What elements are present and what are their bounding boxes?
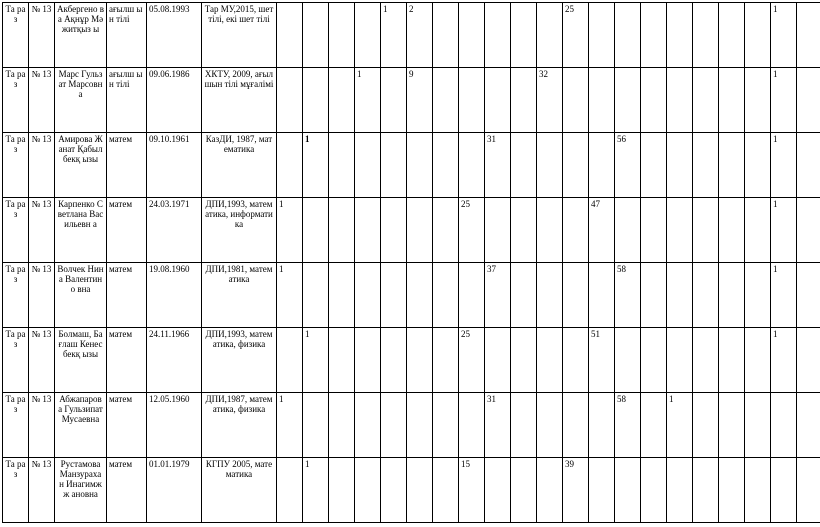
value-cell: 1: [771, 263, 797, 328]
value-cell: [797, 458, 820, 523]
value-cell: [771, 393, 797, 458]
birth-date-cell: 09.06.1986: [147, 68, 202, 133]
value-cell: [407, 393, 433, 458]
value-cell: [589, 3, 615, 68]
value-cell: 1: [667, 393, 693, 458]
value-cell: [797, 3, 820, 68]
value-cell: [329, 68, 355, 133]
table-row: [3, 133, 820, 198]
value-cell: [641, 3, 667, 68]
birth-date-cell: 05.08.1993: [147, 3, 202, 68]
value-cell: [355, 458, 381, 523]
value-cell: [537, 198, 563, 263]
value-cell: [329, 393, 355, 458]
value-cell: [563, 133, 589, 198]
table-body: [3, 3, 820, 523]
birth-date-cell: 09.10.1961: [147, 133, 202, 198]
education-cell: ХКТУ, 2009, ағылшын тілі мұғалімі: [202, 68, 277, 133]
table-row: [3, 3, 820, 68]
value-cell: [667, 68, 693, 133]
value-cell: [719, 263, 745, 328]
value-cell: [355, 198, 381, 263]
value-cell: [303, 68, 329, 133]
value-cell: 1: [277, 393, 303, 458]
value-cell: [641, 458, 667, 523]
value-cell: 39: [563, 458, 589, 523]
value-cell: [589, 68, 615, 133]
birth-date-cell: 19.08.1960: [147, 263, 202, 328]
value-cell: 1: [303, 328, 329, 393]
birth-date-cell: 24.11.1966: [147, 328, 202, 393]
value-cell: [615, 68, 641, 133]
value-cell: [511, 263, 537, 328]
value-cell: [277, 458, 303, 523]
value-cell: [719, 458, 745, 523]
value-cell: [745, 458, 771, 523]
value-cell: [615, 328, 641, 393]
education-cell: ДПИ,1987, математика, физика: [202, 393, 277, 458]
teacher-table: [2, 2, 820, 523]
education-cell: КазДИ, 1987, математика: [202, 133, 277, 198]
value-cell: [511, 68, 537, 133]
value-cell: 1: [771, 133, 797, 198]
value-cell: 25: [459, 328, 485, 393]
value-cell: [485, 68, 511, 133]
education-cell: Тар МУ,2015, шет тілі, екі шет тілі: [202, 3, 277, 68]
value-cell: [303, 3, 329, 68]
value-cell: [407, 198, 433, 263]
value-cell: [355, 263, 381, 328]
name-cell: Рустамова Манзураха н Инагимжж ановна: [55, 458, 107, 523]
value-cell: [667, 458, 693, 523]
value-cell: 9: [407, 68, 433, 133]
subject-cell: матем: [107, 393, 147, 458]
value-cell: [329, 328, 355, 393]
value-cell: [459, 393, 485, 458]
value-cell: [693, 263, 719, 328]
value-cell: [693, 393, 719, 458]
value-cell: [693, 198, 719, 263]
value-cell: [719, 328, 745, 393]
value-cell: [719, 68, 745, 133]
value-cell: [563, 68, 589, 133]
value-cell: [745, 3, 771, 68]
value-cell: [355, 133, 381, 198]
value-cell: [641, 133, 667, 198]
school-cell: № 13: [29, 68, 55, 133]
value-cell: 1: [277, 263, 303, 328]
value-cell: [355, 3, 381, 68]
value-cell: 58: [615, 393, 641, 458]
name-cell: Болмаш, Бағлаш Кенесбекқ ызы: [55, 328, 107, 393]
value-cell: 56: [615, 133, 641, 198]
value-cell: [459, 68, 485, 133]
value-cell: [693, 328, 719, 393]
value-cell: [381, 328, 407, 393]
value-cell: [615, 198, 641, 263]
value-cell: [459, 133, 485, 198]
value-cell: [563, 328, 589, 393]
value-cell: [667, 3, 693, 68]
table-row: [3, 68, 820, 133]
subject-cell: матем: [107, 263, 147, 328]
city-cell: Та раз: [3, 393, 29, 458]
value-cell: [381, 133, 407, 198]
value-cell: [745, 68, 771, 133]
value-cell: [693, 3, 719, 68]
value-cell: [329, 3, 355, 68]
value-cell: [277, 68, 303, 133]
value-cell: [745, 328, 771, 393]
value-cell: [407, 328, 433, 393]
value-cell: [485, 3, 511, 68]
value-cell: [589, 263, 615, 328]
value-cell: [277, 3, 303, 68]
value-cell: [797, 198, 820, 263]
value-cell: 1: [303, 458, 329, 523]
value-cell: 1: [771, 68, 797, 133]
value-cell: [667, 198, 693, 263]
value-cell: [537, 133, 563, 198]
table-row: [3, 458, 820, 523]
value-cell: [615, 3, 641, 68]
value-cell: [719, 3, 745, 68]
value-cell: [693, 68, 719, 133]
value-cell: [511, 133, 537, 198]
education-cell: ДПИ,1993, математика, информатика: [202, 198, 277, 263]
school-cell: № 13: [29, 3, 55, 68]
city-cell: Та раз: [3, 328, 29, 393]
school-cell: № 13: [29, 458, 55, 523]
value-cell: [433, 458, 459, 523]
city-cell: Та раз: [3, 133, 29, 198]
value-cell: [797, 393, 820, 458]
value-cell: 58: [615, 263, 641, 328]
value-cell: [329, 458, 355, 523]
value-cell: 15: [459, 458, 485, 523]
value-cell: [771, 458, 797, 523]
value-cell: 1: [771, 198, 797, 263]
table-row: [3, 328, 820, 393]
value-cell: [745, 133, 771, 198]
name-cell: Абжапаров а Гульзипат Мусаевна: [55, 393, 107, 458]
value-cell: [485, 198, 511, 263]
value-cell: [355, 393, 381, 458]
value-cell: [589, 458, 615, 523]
city-cell: Та раз: [3, 458, 29, 523]
value-cell: [433, 263, 459, 328]
name-cell: Амирова Жанат Қабылбекқ ызы: [55, 133, 107, 198]
education-cell: ДПИ,1981, математика: [202, 263, 277, 328]
value-cell: [745, 198, 771, 263]
subject-cell: матем: [107, 328, 147, 393]
value-cell: [511, 198, 537, 263]
value-cell: [641, 393, 667, 458]
value-cell: [667, 133, 693, 198]
value-cell: [511, 3, 537, 68]
value-cell: [459, 263, 485, 328]
value-cell: [563, 263, 589, 328]
value-cell: [433, 68, 459, 133]
value-cell: [797, 328, 820, 393]
value-cell: [667, 263, 693, 328]
value-cell: [511, 393, 537, 458]
value-cell: [459, 3, 485, 68]
value-cell: [719, 198, 745, 263]
value-cell: [511, 328, 537, 393]
table-row: [3, 198, 820, 263]
subject-cell: матем: [107, 198, 147, 263]
city-cell: Та раз: [3, 3, 29, 68]
value-cell: [641, 328, 667, 393]
school-cell: № 13: [29, 263, 55, 328]
value-cell: [433, 328, 459, 393]
table-row: [3, 393, 820, 458]
name-cell: Волчек Нина Валентино вна: [55, 263, 107, 328]
subject-cell: матем: [107, 133, 147, 198]
value-cell: [433, 198, 459, 263]
value-cell: [277, 328, 303, 393]
value-cell: [537, 263, 563, 328]
value-cell: 1: [771, 328, 797, 393]
value-cell: [329, 263, 355, 328]
value-cell: [433, 3, 459, 68]
value-cell: 51: [589, 328, 615, 393]
value-cell: [381, 198, 407, 263]
subject-cell: ағылш ын тілі: [107, 68, 147, 133]
value-cell: [641, 198, 667, 263]
city-cell: Та раз: [3, 263, 29, 328]
value-cell: [407, 133, 433, 198]
table-row: [3, 263, 820, 328]
value-cell: 31: [485, 133, 511, 198]
value-cell: [589, 133, 615, 198]
name-cell: Марс Гульзат Марсовна: [55, 68, 107, 133]
value-cell: 1: [771, 3, 797, 68]
value-cell: [277, 133, 303, 198]
value-cell: [745, 263, 771, 328]
school-cell: № 13: [29, 328, 55, 393]
value-cell: [381, 68, 407, 133]
value-cell: [563, 393, 589, 458]
value-cell: [693, 133, 719, 198]
value-cell: 1: [277, 198, 303, 263]
value-cell: [329, 133, 355, 198]
city-cell: Та раз: [3, 68, 29, 133]
value-cell: [745, 393, 771, 458]
value-cell: [641, 263, 667, 328]
value-cell: [589, 393, 615, 458]
name-cell: Карпенко Светлана Васильевн а: [55, 198, 107, 263]
value-cell: [615, 458, 641, 523]
birth-date-cell: 12.05.1960: [147, 393, 202, 458]
value-cell: [537, 3, 563, 68]
value-cell: [381, 263, 407, 328]
value-cell: [485, 328, 511, 393]
subject-cell: матем: [107, 458, 147, 523]
value-cell: 25: [459, 198, 485, 263]
school-cell: № 13: [29, 198, 55, 263]
value-cell: [407, 458, 433, 523]
value-cell: [537, 328, 563, 393]
school-cell: № 13: [29, 133, 55, 198]
value-cell: [667, 328, 693, 393]
value-cell: 1: [355, 68, 381, 133]
value-cell: [303, 263, 329, 328]
value-cell: 32: [537, 68, 563, 133]
value-cell: [797, 263, 820, 328]
birth-date-cell: 01.01.1979: [147, 458, 202, 523]
value-cell: [329, 198, 355, 263]
value-cell: 1: [303, 133, 329, 198]
value-cell: 1: [381, 3, 407, 68]
name-cell: Акбергено ва Ақнұр Мәжитқыз ы: [55, 3, 107, 68]
value-cell: [303, 393, 329, 458]
value-cell: [433, 133, 459, 198]
value-cell: 31: [485, 393, 511, 458]
value-cell: [303, 198, 329, 263]
birth-date-cell: 24.03.1971: [147, 198, 202, 263]
value-cell: [563, 198, 589, 263]
value-cell: [381, 393, 407, 458]
value-cell: [537, 458, 563, 523]
value-cell: [797, 68, 820, 133]
value-cell: [719, 393, 745, 458]
value-cell: [485, 458, 511, 523]
value-cell: [641, 68, 667, 133]
value-cell: 25: [563, 3, 589, 68]
value-cell: [381, 458, 407, 523]
value-cell: [511, 458, 537, 523]
value-cell: 37: [485, 263, 511, 328]
subject-cell: ағылш ын тілі: [107, 3, 147, 68]
education-cell: ДПИ,1993, математика, физика: [202, 328, 277, 393]
value-cell: 47: [589, 198, 615, 263]
education-cell: КГПУ 2005, математика: [202, 458, 277, 523]
value-cell: [407, 263, 433, 328]
value-cell: [693, 458, 719, 523]
value-cell: [719, 133, 745, 198]
value-cell: 2: [407, 3, 433, 68]
value-cell: [797, 133, 820, 198]
city-cell: Та раз: [3, 198, 29, 263]
value-cell: [537, 393, 563, 458]
value-cell: [355, 328, 381, 393]
value-cell: [433, 393, 459, 458]
school-cell: № 13: [29, 393, 55, 458]
